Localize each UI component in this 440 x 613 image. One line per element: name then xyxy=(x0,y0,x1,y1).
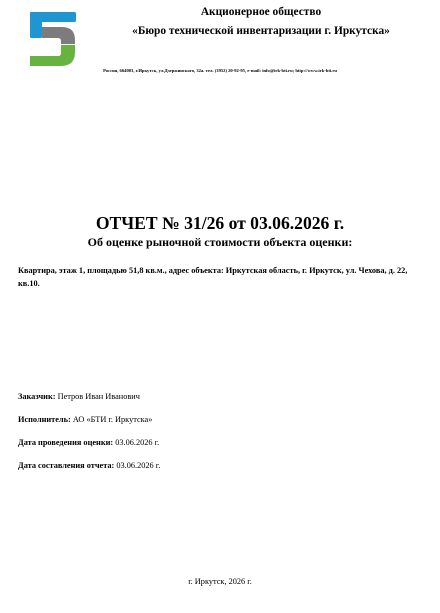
org-name: «Бюро технической инвентаризации г. Иркутска» xyxy=(132,25,390,37)
place-and-year: г. Иркутск, 2026 г. xyxy=(188,577,252,586)
org-type: Акционерное общество xyxy=(200,6,322,18)
bti-logo-icon xyxy=(28,11,78,67)
valuation-date-label: Дата проведения оценки: xyxy=(18,438,114,447)
executor-value: АО «БТИ г. Иркутска» xyxy=(72,415,153,424)
org-contacts: Россия, 664003, г.Иркутск, ул.Дзержинского, 32а. тел. (3952) 20-92-95, e-mail: info@irk-bti.ru; http://www.irk-bti.ru xyxy=(103,68,337,73)
report-subtitle: Об оценке рыночной стоимости объекта оценки: xyxy=(87,235,353,249)
executor-row xyxy=(18,414,152,425)
customer-label: Заказчик: xyxy=(18,392,56,401)
object-description: Квартира, этаж 1, площадью 51,8 кв.м., адрес объекта: Иркутская область, г. Иркутск, ул. Чехова, д. 22, кв.10. xyxy=(18,266,408,288)
executor-label: Исполнитель: xyxy=(18,415,71,424)
valuation-date-row xyxy=(18,437,159,448)
report-date-row xyxy=(18,460,160,471)
report-title: ОТЧЕТ № 31/26 от 03.06.2026 г. xyxy=(95,213,345,233)
valuation-date-value: 03.06.2026 г. xyxy=(115,438,160,447)
logo-left-stem xyxy=(30,12,42,38)
report-date-label: Дата составления отчета: xyxy=(18,461,115,470)
report-date-value: 03.06.2026 г. xyxy=(116,461,161,470)
logo-middle-block xyxy=(42,27,75,44)
customer-row xyxy=(18,391,140,402)
logo-bottom-tick xyxy=(30,56,39,66)
customer-value: Петров Иван Иванович xyxy=(57,392,140,401)
